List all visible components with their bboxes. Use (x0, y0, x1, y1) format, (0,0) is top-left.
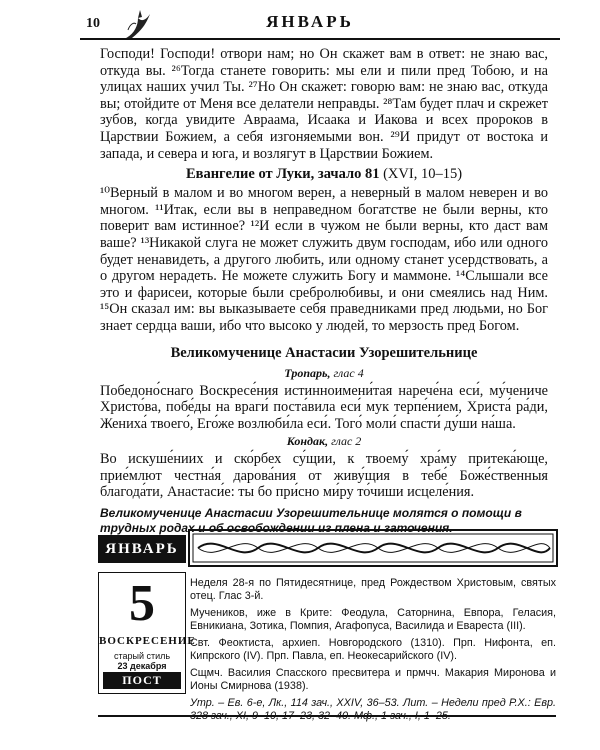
old-style-date (99, 651, 185, 671)
main-text (100, 46, 548, 536)
calendar-note: Мучеников, иже в Крите: Феодула, Саторнина, Евпора, Геласия, Евникиана, Зотика, Помпия, Агафопуса, Василида и Евареста (III). (190, 607, 556, 632)
date-box (98, 572, 196, 694)
footer-rule (98, 715, 556, 717)
gospel-reference: (XVI, 10–15) (383, 166, 463, 183)
header-rule (80, 38, 560, 40)
calendar-note: Сщмч. Василия Спасского пресвитера и прмчч. Макария Мироновa и Ионы Смирнова (1938). (190, 667, 556, 692)
old-style-label: старый стиль (113, 651, 171, 661)
kontakion-text: Во искуше́ниих и ско́рбех су́щии, к твоему́ хра́му притека́юще, прие́млют честна́я дарова́ния от живу́щия в тебе́ Боже́ственныя благода́ти, Анастаси́е: ты бо при́сно ми́ру то́чиши исцеле́ния. (100, 451, 548, 501)
kontakion-label (100, 434, 548, 449)
gospel-passage: ¹⁰Верный в малом и во многом верен, а неверный в малом неверен и во многом. ¹¹Итак, если вы в неправедном богатстве не были верны, кто поверит вам истинное? ¹²И если в чужом не были верны, кто даст вам ваше? ¹³Никакой слуга не может служить двум господам, ибо или одного будет ненавидеть, а другого любить, или одному станет усердствовать, а о другом нерадеть. Не можете служить Богу и маммоне. ¹⁴Слышали все это и фарисеи, которые были сребролюбивы, и они смеялись над Ним. ¹⁵Он сказал им: вы выказываете себя праведниками пред людьми, но Бог знает сердца ваши, ибо что высоко у людей, то мерзость пред Богом. (100, 185, 548, 334)
troparion-tone: глас 4 (333, 365, 364, 380)
kontakion-tone: глас 2 (331, 434, 362, 449)
page-header (60, 6, 560, 40)
weekday: ВОСКРЕСЕНИЕ (99, 635, 196, 647)
gospel-title: Евангелие от Луки, зачало 81 (185, 166, 380, 183)
fast-badge: ПОСТ (103, 672, 181, 689)
scripture-passage: Господи! Господи! отвори нам; но Он скажет вам в ответ: не знаю вас, откуда вы. ²⁶Тогда станете говорить: мы ели и пили пред Тобою, и на улицах наших учил Ты. ²⁷Но Он скажет: говорю вам: не знаю вас, откуда вы; отойдите от Меня все делатели неправды. ²⁸Там будет плач и скрежет зубов, когда увидите Авраама, Исаака и Иакова и всех пророков в Царствии Божием, а себя изгоняемыми вон. ²⁹И придут от востока и запада, и севера и юга, и возлягут в Царствии Божием. (100, 46, 548, 162)
month-banner-label: ЯНВАРЬ (98, 535, 186, 563)
troparion-name: Тропарь, (284, 365, 331, 380)
kontakion-name: Кондак, (286, 434, 329, 449)
saint-title: Великомученице Анастасии Узорешительнице (170, 344, 478, 361)
prayer-note: Великомученице Анастасии Узорешительнице молятся о помощи в трудных родах и об освобождении из плена и заточения. (100, 506, 522, 536)
troparion-text: Победоно́снаго Воскресе́ния истинноимени́тая нарече́на еси́, му́чениче Христо́ва, побе́ды на враги́ поста́вила еси́ мук терпе́нием, Христа́ ра́ди, Жениха́ твоего́, Его́же возлюби́ла еси́. Того́ моли́ спасти́ ду́ши на́ша. (100, 382, 548, 432)
day-number: 5 (129, 575, 155, 632)
month-title: ЯНВАРЬ (266, 12, 354, 31)
calendar-notes (190, 577, 556, 727)
old-style-value: 23 декабря (117, 661, 167, 671)
calendar-note: Свт. Феоктиста, архиеп. Новгородского (1310). Прп. Нифонта, еп. Кипрского (IV). Прп. Павла, еп. Неокесарийского (IV). (190, 637, 556, 662)
ornament-border-icon (188, 529, 558, 567)
troparion-label (100, 366, 548, 381)
calendar-note: Неделя 28-я по Пятидесятнице, пред Рождеством Христовым, святых отец. Глас 3-й. (190, 577, 556, 602)
page-number: 10 (86, 16, 100, 31)
readings: Утр. – Ев. 6-е, Лк., 114 зач., XXIV, 36–53. Лит. – Недели пред Р.Х.: Евр. 328 зач., XI, 9–10, 17–23, 32–40. Мф., 1 зач., I, 1–25. (190, 697, 556, 722)
month-banner (98, 525, 558, 571)
gospel-heading (100, 166, 548, 183)
